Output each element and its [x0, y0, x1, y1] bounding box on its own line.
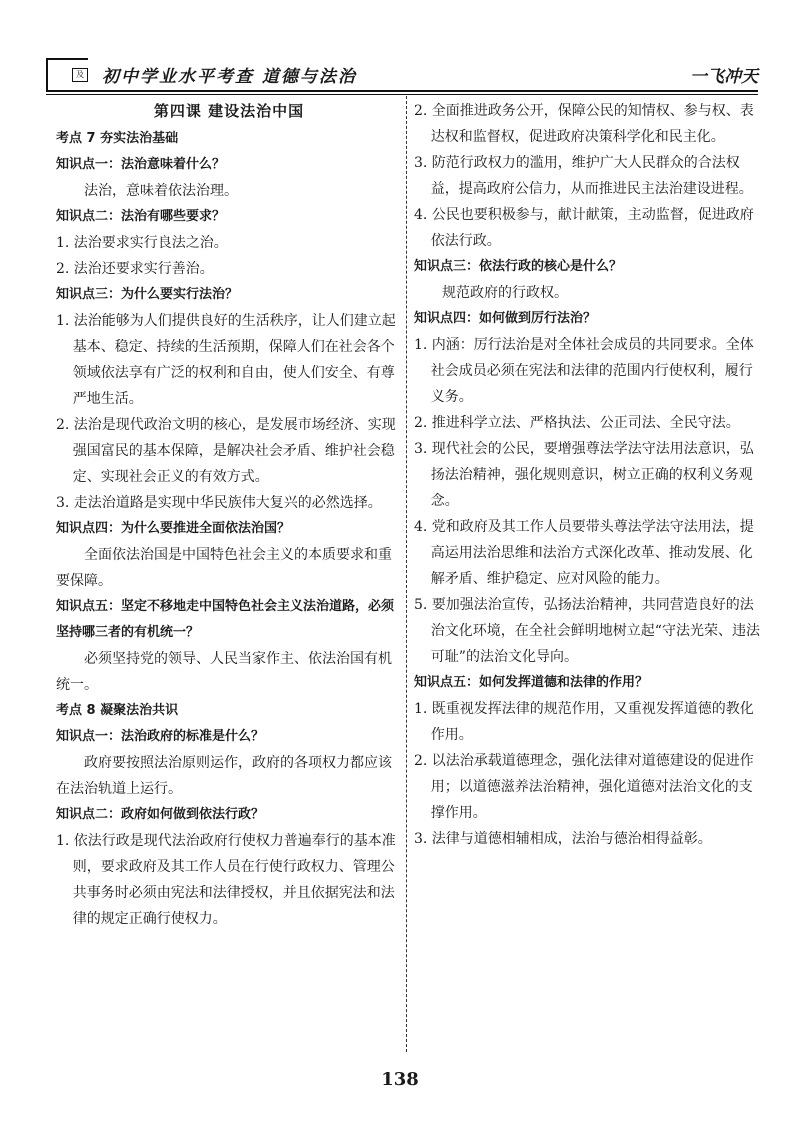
- answer-item: 1. 既重视发挥法律的规范作用，又重视发挥道德的教化作用。: [414, 701, 754, 743]
- question-heading: 知识点四：为什么要推进全面依法治国？: [56, 521, 291, 536]
- page-number: 138: [381, 1069, 419, 1090]
- answer-item: 2. 法治还要求实行善治。: [56, 261, 214, 277]
- question-heading: 知识点二：政府如何做到依法行政？: [56, 807, 265, 822]
- answer-item: 1. 法治能够为人们提供良好的生活秩序，让人们建立起基本、稳定、持续的生活预期，保障人们在社会各个领域依法享有广泛的权利和自由，使人们安全、有尊严地生活。: [56, 313, 396, 407]
- answer-item: 2. 以法治承载道德理念，强化法律对道德建设的促进作用；以道德滋养法治精神，强化道德对法治文化的支撑作用。: [414, 753, 754, 821]
- answer-item: 1. 法治要求实行良法之治。: [56, 235, 228, 251]
- column-divider: [406, 96, 407, 1052]
- answer-item: 3. 法律与道德相辅相成，法治与德治相得益彰。: [414, 831, 712, 847]
- answer-text: 规范政府的行政权。: [442, 285, 568, 301]
- answer-item: 5. 要加强法治宣传，弘扬法治精神，共同营造良好的法治文化环境，在全社会鲜明地树立起“守法光荣、违法可耻”的法治文化导向。: [414, 597, 760, 665]
- question-heading: 知识点四：如何做到厉行法治？: [414, 311, 597, 326]
- answer-item: 2. 全面推进政务公开，保障公民的知情权、参与权、表达权和监督权，促进政府决策科学化和民主化。: [414, 103, 754, 145]
- header-brand: 一飞冲天: [690, 67, 758, 87]
- answer-item: 4. 公民也要积极参与，献计献策，主动监督，促进政府依法行政。: [414, 207, 754, 249]
- answer-item: 3. 走法治道路是实现中华民族伟大复兴的必然选择。: [56, 495, 382, 511]
- header-box-mark: 及: [72, 68, 88, 82]
- answer-item: 2. 推进科学立法、严格执法、公正司法、全民守法。: [414, 415, 740, 431]
- answer-item: 4. 党和政府及其工作人员要带头尊法学法守法用法，提高运用法治思维和法治方式深化改革、推动发展、化解矛盾、维护稳定、应对风险的能力。: [414, 519, 754, 587]
- running-header: [46, 58, 758, 90]
- answer-text: 必须坚持党的领导、人民当家作主、依法治国有机统一。: [56, 651, 392, 693]
- answer-item: 1. 依法行政是现代法治政府行使权力普遍奉行的基本准则，要求政府及其工作人员在行使行政权力、管理公共事务时必须由宪法和法律授权，并且依据宪法和法律的规定正确行使权力。: [56, 833, 396, 927]
- answer-text: 政府要按照法治原则运作，政府的各项权力都应该在法治轨道上运行。: [56, 755, 392, 797]
- lesson-title: 第四课 建设法治中国: [153, 102, 305, 120]
- question-heading: 知识点三：为什么要实行法治？: [56, 287, 239, 302]
- answer-item: 3. 现代社会的公民，要增强尊法学法守法用法意识，弘扬法治精神，强化规则意识，树立正确的权利义务观念。: [414, 441, 754, 509]
- answer-item: 1. 内涵：厉行法治是对全体社会成员的共同要求。全体社会成员必须在宪法和法律的范围内行使权利，履行义务。: [414, 337, 754, 405]
- question-heading: 知识点二：法治有哪些要求？: [56, 209, 226, 224]
- question-heading: 知识点五：如何发挥道德和法律的作用？: [414, 675, 649, 690]
- right-column: [414, 98, 766, 852]
- answer-text: 法治，意味着依法治理。: [84, 183, 238, 199]
- exam-point-8: 考点 8 凝聚法治共识: [56, 703, 179, 718]
- question-heading: 知识点三：依法行政的核心是什么？: [414, 259, 623, 274]
- header-rule: [46, 90, 758, 95]
- answer-item: 2. 法治是现代政治文明的核心，是发展市场经济、实现强国富民的基本保障，是解决社会矛盾、维护社会稳定、实现社会正义的有效方式。: [56, 417, 396, 485]
- header-logo-box: [46, 58, 88, 92]
- exam-point-7: 考点 7 夯实法治基础: [56, 131, 179, 146]
- left-column: [56, 98, 402, 932]
- question-heading: 知识点一：法治意味着什么？: [56, 157, 226, 172]
- header-title: 初中学业水平考查 道德与法治: [102, 67, 357, 87]
- question-heading: 知识点一：法治政府的标准是什么？: [56, 729, 265, 744]
- answer-text: 全面依法治国是中国特色社会主义的本质要求和重要保障。: [56, 547, 392, 589]
- answer-item: 3. 防范行政权力的滥用，维护广大人民群众的合法权益，提高政府公信力，从而推进民主法治建设进程。: [414, 155, 753, 197]
- question-heading: 知识点五：坚定不移地走中国特色社会主义法治道路，必须坚持哪三者的有机统一？: [56, 599, 395, 640]
